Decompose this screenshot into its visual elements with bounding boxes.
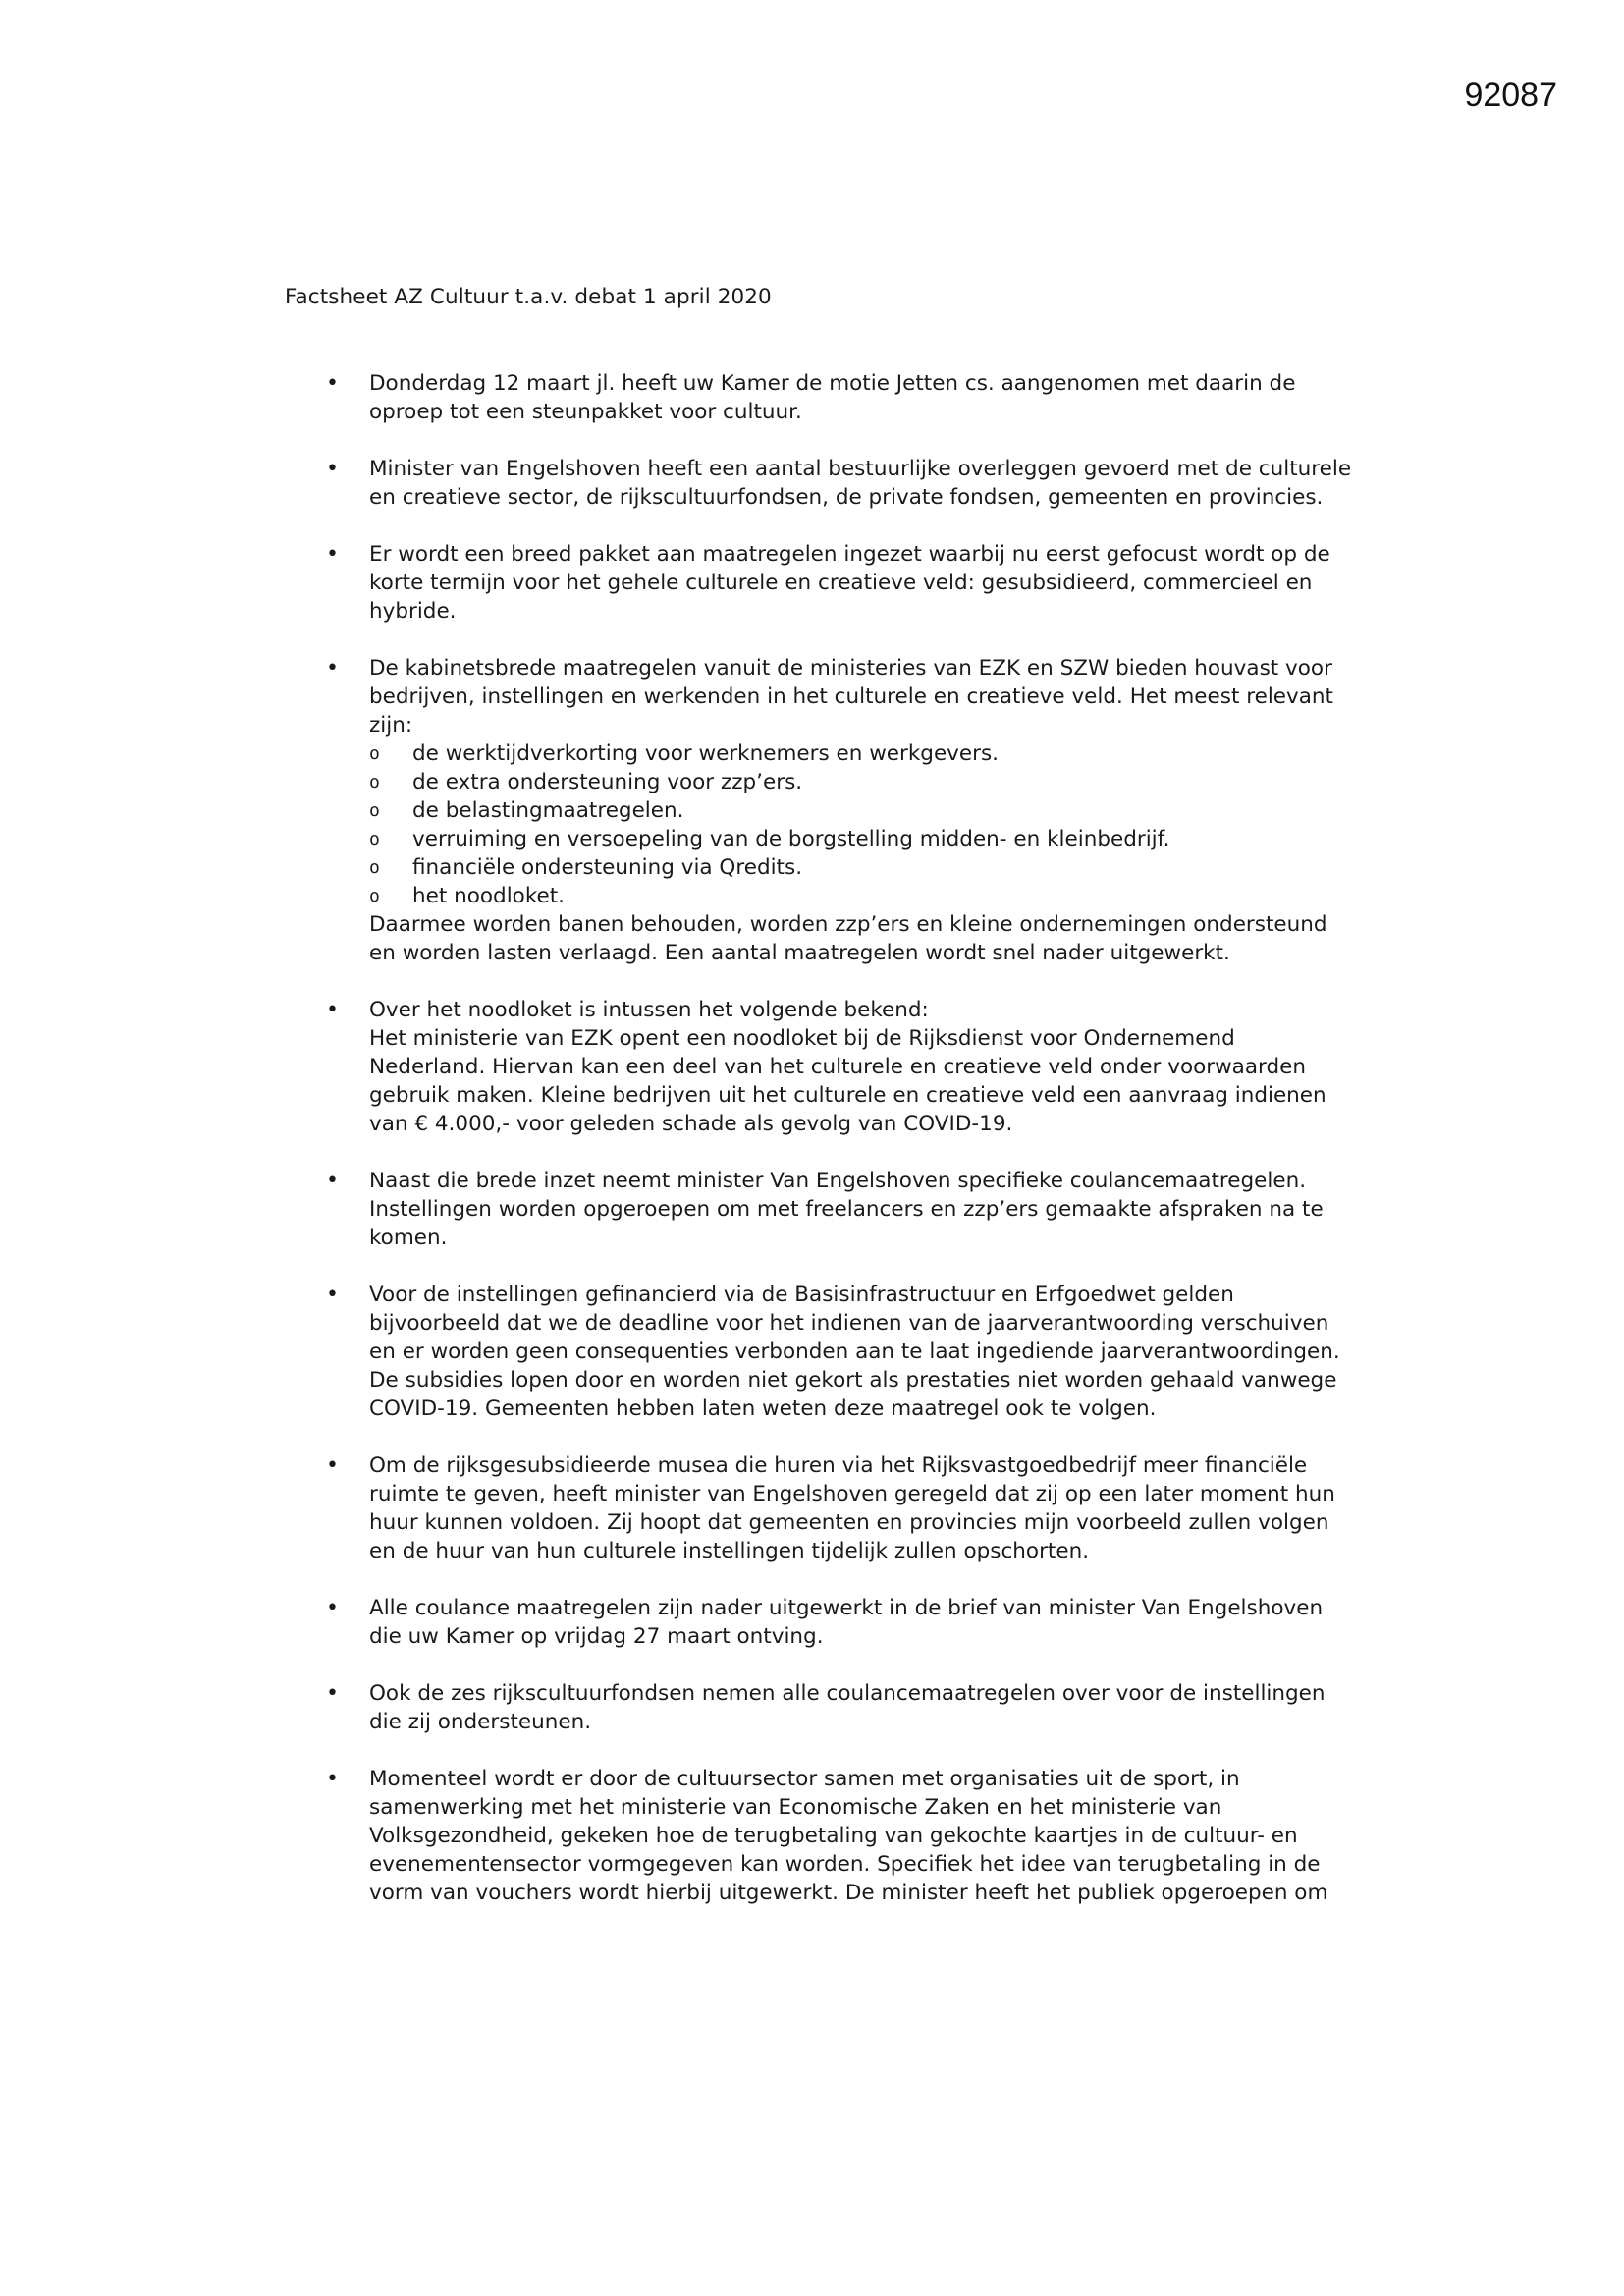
bullet-text: • Alle coulance maatregelen zijn nader uitgewerkt in de brief van minister Van Engelshoven die uw Kamer op vrijdag 27 maart ontving. [369,1596,1324,1649]
bullet-continuation: Daarmee worden banen behouden, worden zzp’ers en kleine ondernemingen ondersteund en worden lasten verlaagd. Een aantal maatregelen wordt snel nader uitgewerkt. [369,912,1327,965]
document-number: 92087 [1464,77,1557,114]
bullet-item [285,1765,1355,1907]
document-title: Factsheet AZ Cultuur t.a.v. debat 1 april 2020 [285,285,772,309]
bullet-text: • Over het noodloket is intussen het volgende bekend: [369,998,929,1022]
bullet-text: • Er wordt een breed pakket aan maatregelen ingezet waarbij nu eerst gefocust wordt op de korte termijn voor het gehele culturele en creatieve veld: gesubsidieerd, commercieel en hybride. [369,542,1330,624]
bullet-item [285,654,1355,967]
sub-list-item: o de werktijdverkorting voor werknemers en werkgevers. [369,739,1355,768]
bullet-text: • Momenteel wordt er door de cultuursector samen met organisaties uit de sport, in samenwerking met het ministerie van Economische Zaken en het ministerie van Volksgezondheid, gekeken hoe de terugbetaling van gekochte kaartjes in de cultuur- en evenementensector vormgegeven kan worden. Specifiek het idee van terugbetaling in de vorm van vouchers wordt hierbij uitgewerkt. De minister heeft het publiek opgeroepen om [369,1767,1328,1905]
bullet-text: • De kabinetsbrede maatregelen vanuit de ministeries van EZK en SZW bieden houvast voor bedrijven, instellingen en werkenden in het culturele en creatieve veld. Het meest relevant zijn: [369,656,1333,738]
sub-list-item: o het noodloket. [369,882,1355,910]
bullet-list [285,369,1355,1936]
bullet-item [285,996,1355,1138]
bullet-text: • Ook de zes rijkscultuurfondsen nemen alle coulancemaatregelen over voor de instellingen die zij ondersteunen. [369,1681,1326,1734]
bullet-item [285,1679,1355,1736]
sub-list-item: o de extra ondersteuning voor zzp’ers. [369,768,1355,796]
bullet-continuation: Het ministerie van EZK opent een noodloket bij de Rijksdienst voor Ondernemend Nederland. Hiervan kan een deel van het culturele en creatieve veld onder voorwaarden gebruik maken. Kleine bedrijven uit het culturele en creatieve veld een aanvraag indienen van € 4.000,- voor geleden schade als gevolg van COVID-19. [369,1026,1326,1136]
sub-list [369,739,1355,910]
bullet-text: • Minister van Engelshoven heeft een aantal bestuurlijke overleggen gevoerd met de culturele en creatieve sector, de rijkscultuurfondsen, de private fondsen, gemeenten en provincies. [369,457,1352,510]
sub-list-item: o de belastingmaatregelen. [369,796,1355,825]
bullet-item [285,1451,1355,1565]
bullet-text: • Naast die brede inzet neemt minister Van Engelshoven specifieke coulancemaatregelen. Instellingen worden opgeroepen om met freelancers en zzp’ers gemaakte afspraken na te komen. [369,1169,1324,1250]
bullet-item [285,1281,1355,1423]
bullet-text: • Donderdag 12 maart jl. heeft uw Kamer de motie Jetten cs. aangenomen met daarin de oproep tot een steunpakket voor cultuur. [369,371,1296,424]
bullet-text: • Voor de instellingen gefinancierd via de Basisinfrastructuur en Erfgoedwet gelden bijvoorbeeld dat we de deadline voor het indienen van de jaarverantwoording verschuiven en er worden geen consequenties verbonden aan te laat ingediende jaarverantwoordingen. De subsidies lopen door en worden niet gekort als prestaties niet worden gehaald vanwege COVID-19. Gemeenten hebben laten weten deze maatregel ook te volgen. [369,1283,1340,1421]
bullet-item [285,455,1355,512]
bullet-item [285,1594,1355,1651]
bullet-item [285,1167,1355,1252]
bullet-text: • Om de rijksgesubsidieerde musea die huren via het Rijksvastgoedbedrijf meer financiële ruimte te geven, heeft minister van Engelshoven geregeld dat zij op een later moment hun huur kunnen voldoen. Zij hoopt dat gemeenten en provincies mijn voorbeeld zullen volgen en de huur van hun culturele instellingen tijdelijk zullen opschorten. [369,1453,1335,1563]
bullet-item [285,540,1355,626]
sub-list-item: o verruiming en versoepeling van de borgstelling midden- en kleinbedrijf. [369,825,1355,853]
bullet-item [285,369,1355,426]
sub-list-item: o financiële ondersteuning via Qredits. [369,853,1355,882]
